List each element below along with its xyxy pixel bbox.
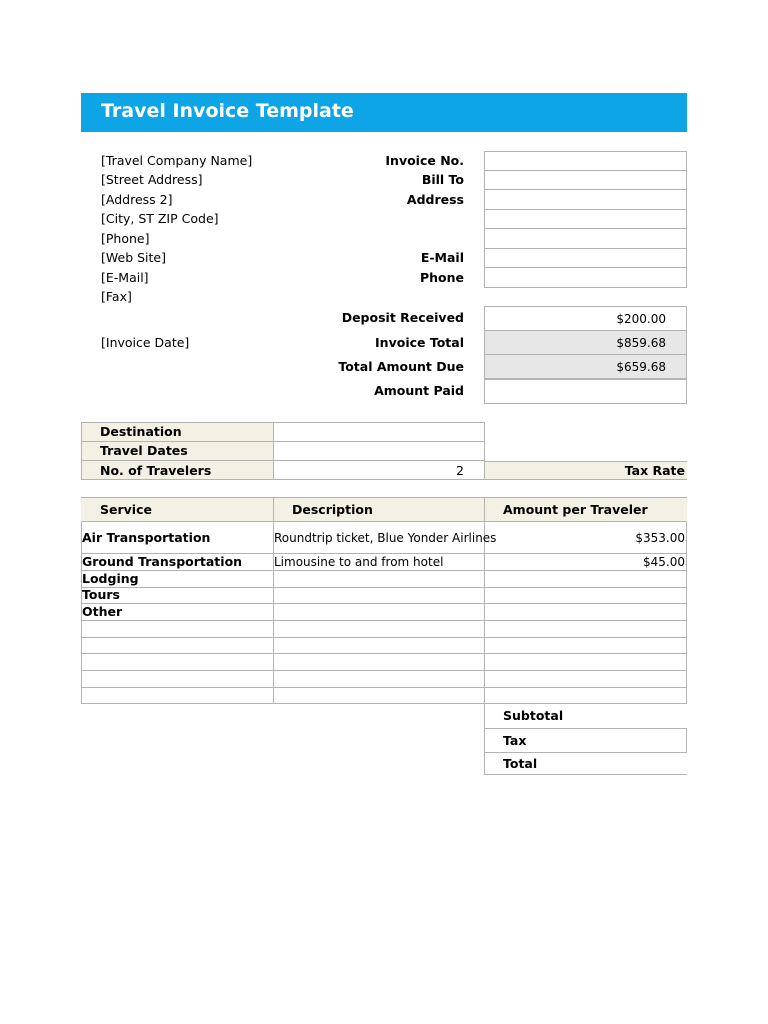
header-description: Description bbox=[292, 502, 373, 517]
invoice-total-label: Invoice Total bbox=[375, 335, 464, 350]
grid-line bbox=[484, 170, 687, 171]
deposit-value: $200.00 bbox=[616, 312, 666, 326]
grid-line bbox=[81, 441, 485, 442]
grid-line bbox=[81, 587, 687, 588]
grid-line bbox=[485, 774, 687, 775]
grid-line bbox=[81, 703, 687, 704]
grid-line bbox=[686, 728, 687, 753]
page-title: Travel Invoice Template bbox=[101, 100, 354, 122]
invoice-total-field bbox=[484, 330, 687, 355]
tax-rate-label: Tax Rate bbox=[624, 463, 685, 478]
grid-line bbox=[484, 189, 687, 190]
address-label: Address bbox=[406, 192, 464, 207]
total-label: Total bbox=[503, 756, 538, 771]
company-fax: [Fax] bbox=[101, 289, 132, 304]
title-banner bbox=[81, 93, 687, 132]
total-due-value: $659.68 bbox=[616, 360, 666, 374]
table-row-description[interactable]: Roundtrip ticket, Blue Yonder Airlines bbox=[274, 531, 497, 545]
table-row-service: Lodging bbox=[82, 571, 139, 586]
company-address2: [Address 2] bbox=[101, 192, 173, 207]
grid-line bbox=[81, 637, 687, 638]
grid-line bbox=[81, 620, 687, 621]
email-label: E-Mail bbox=[420, 250, 464, 265]
grid-line bbox=[273, 497, 274, 704]
grid-line bbox=[484, 209, 687, 210]
header-amount: Amount per Traveler bbox=[503, 502, 648, 517]
grid-line bbox=[484, 267, 687, 268]
invoice-total-value: $859.68 bbox=[616, 336, 666, 350]
amount-paid-label: Amount Paid bbox=[374, 383, 464, 398]
company-name: [Travel Company Name] bbox=[101, 153, 253, 168]
total-due-label: Total Amount Due bbox=[338, 359, 464, 374]
grid-line bbox=[81, 603, 687, 604]
table-row-service: Ground Transportation bbox=[82, 554, 243, 569]
grid-line bbox=[485, 728, 687, 729]
table-row-service: Other bbox=[82, 604, 123, 619]
grid-line bbox=[81, 653, 687, 654]
deposit-label: Deposit Received bbox=[341, 310, 464, 325]
company-phone: [Phone] bbox=[101, 231, 150, 246]
company-email: [E-Mail] bbox=[101, 270, 149, 285]
phone-label: Phone bbox=[419, 270, 464, 285]
grid-line bbox=[485, 752, 687, 753]
deposit-field[interactable] bbox=[484, 306, 687, 331]
travelers-value[interactable]: 2 bbox=[456, 463, 464, 478]
table-row-service: Air Transportation bbox=[82, 530, 211, 545]
grid-line bbox=[686, 522, 687, 704]
travelers-label: No. of Travelers bbox=[100, 463, 212, 478]
grid-line bbox=[484, 704, 485, 775]
invoice-date: [Invoice Date] bbox=[101, 335, 190, 350]
total-due-field bbox=[484, 354, 687, 379]
bill-to-label: Bill To bbox=[421, 172, 464, 187]
table-row-amount[interactable]: $353.00 bbox=[635, 531, 685, 545]
destination-label: Destination bbox=[100, 424, 182, 439]
invoice-no-label: Invoice No. bbox=[385, 153, 464, 168]
grid-line bbox=[484, 248, 687, 249]
company-street: [Street Address] bbox=[101, 172, 203, 187]
grid-line bbox=[484, 228, 687, 229]
grid-line bbox=[81, 670, 687, 671]
table-row-description[interactable]: Limousine to and from hotel bbox=[274, 555, 444, 569]
grid-line bbox=[484, 497, 485, 704]
amount-paid-field[interactable] bbox=[484, 379, 687, 404]
table-row-amount[interactable]: $45.00 bbox=[643, 555, 685, 569]
travel-dates-label: Travel Dates bbox=[100, 443, 188, 458]
company-website: [Web Site] bbox=[101, 250, 166, 265]
grid-line bbox=[81, 687, 687, 688]
grid-line bbox=[81, 460, 485, 461]
company-city: [City, ST ZIP Code] bbox=[101, 211, 219, 226]
grid-line bbox=[81, 570, 687, 571]
tax-label: Tax bbox=[503, 733, 527, 748]
header-service: Service bbox=[100, 502, 152, 517]
table-row-service: Tours bbox=[82, 587, 120, 602]
subtotal-label: Subtotal bbox=[503, 708, 564, 723]
